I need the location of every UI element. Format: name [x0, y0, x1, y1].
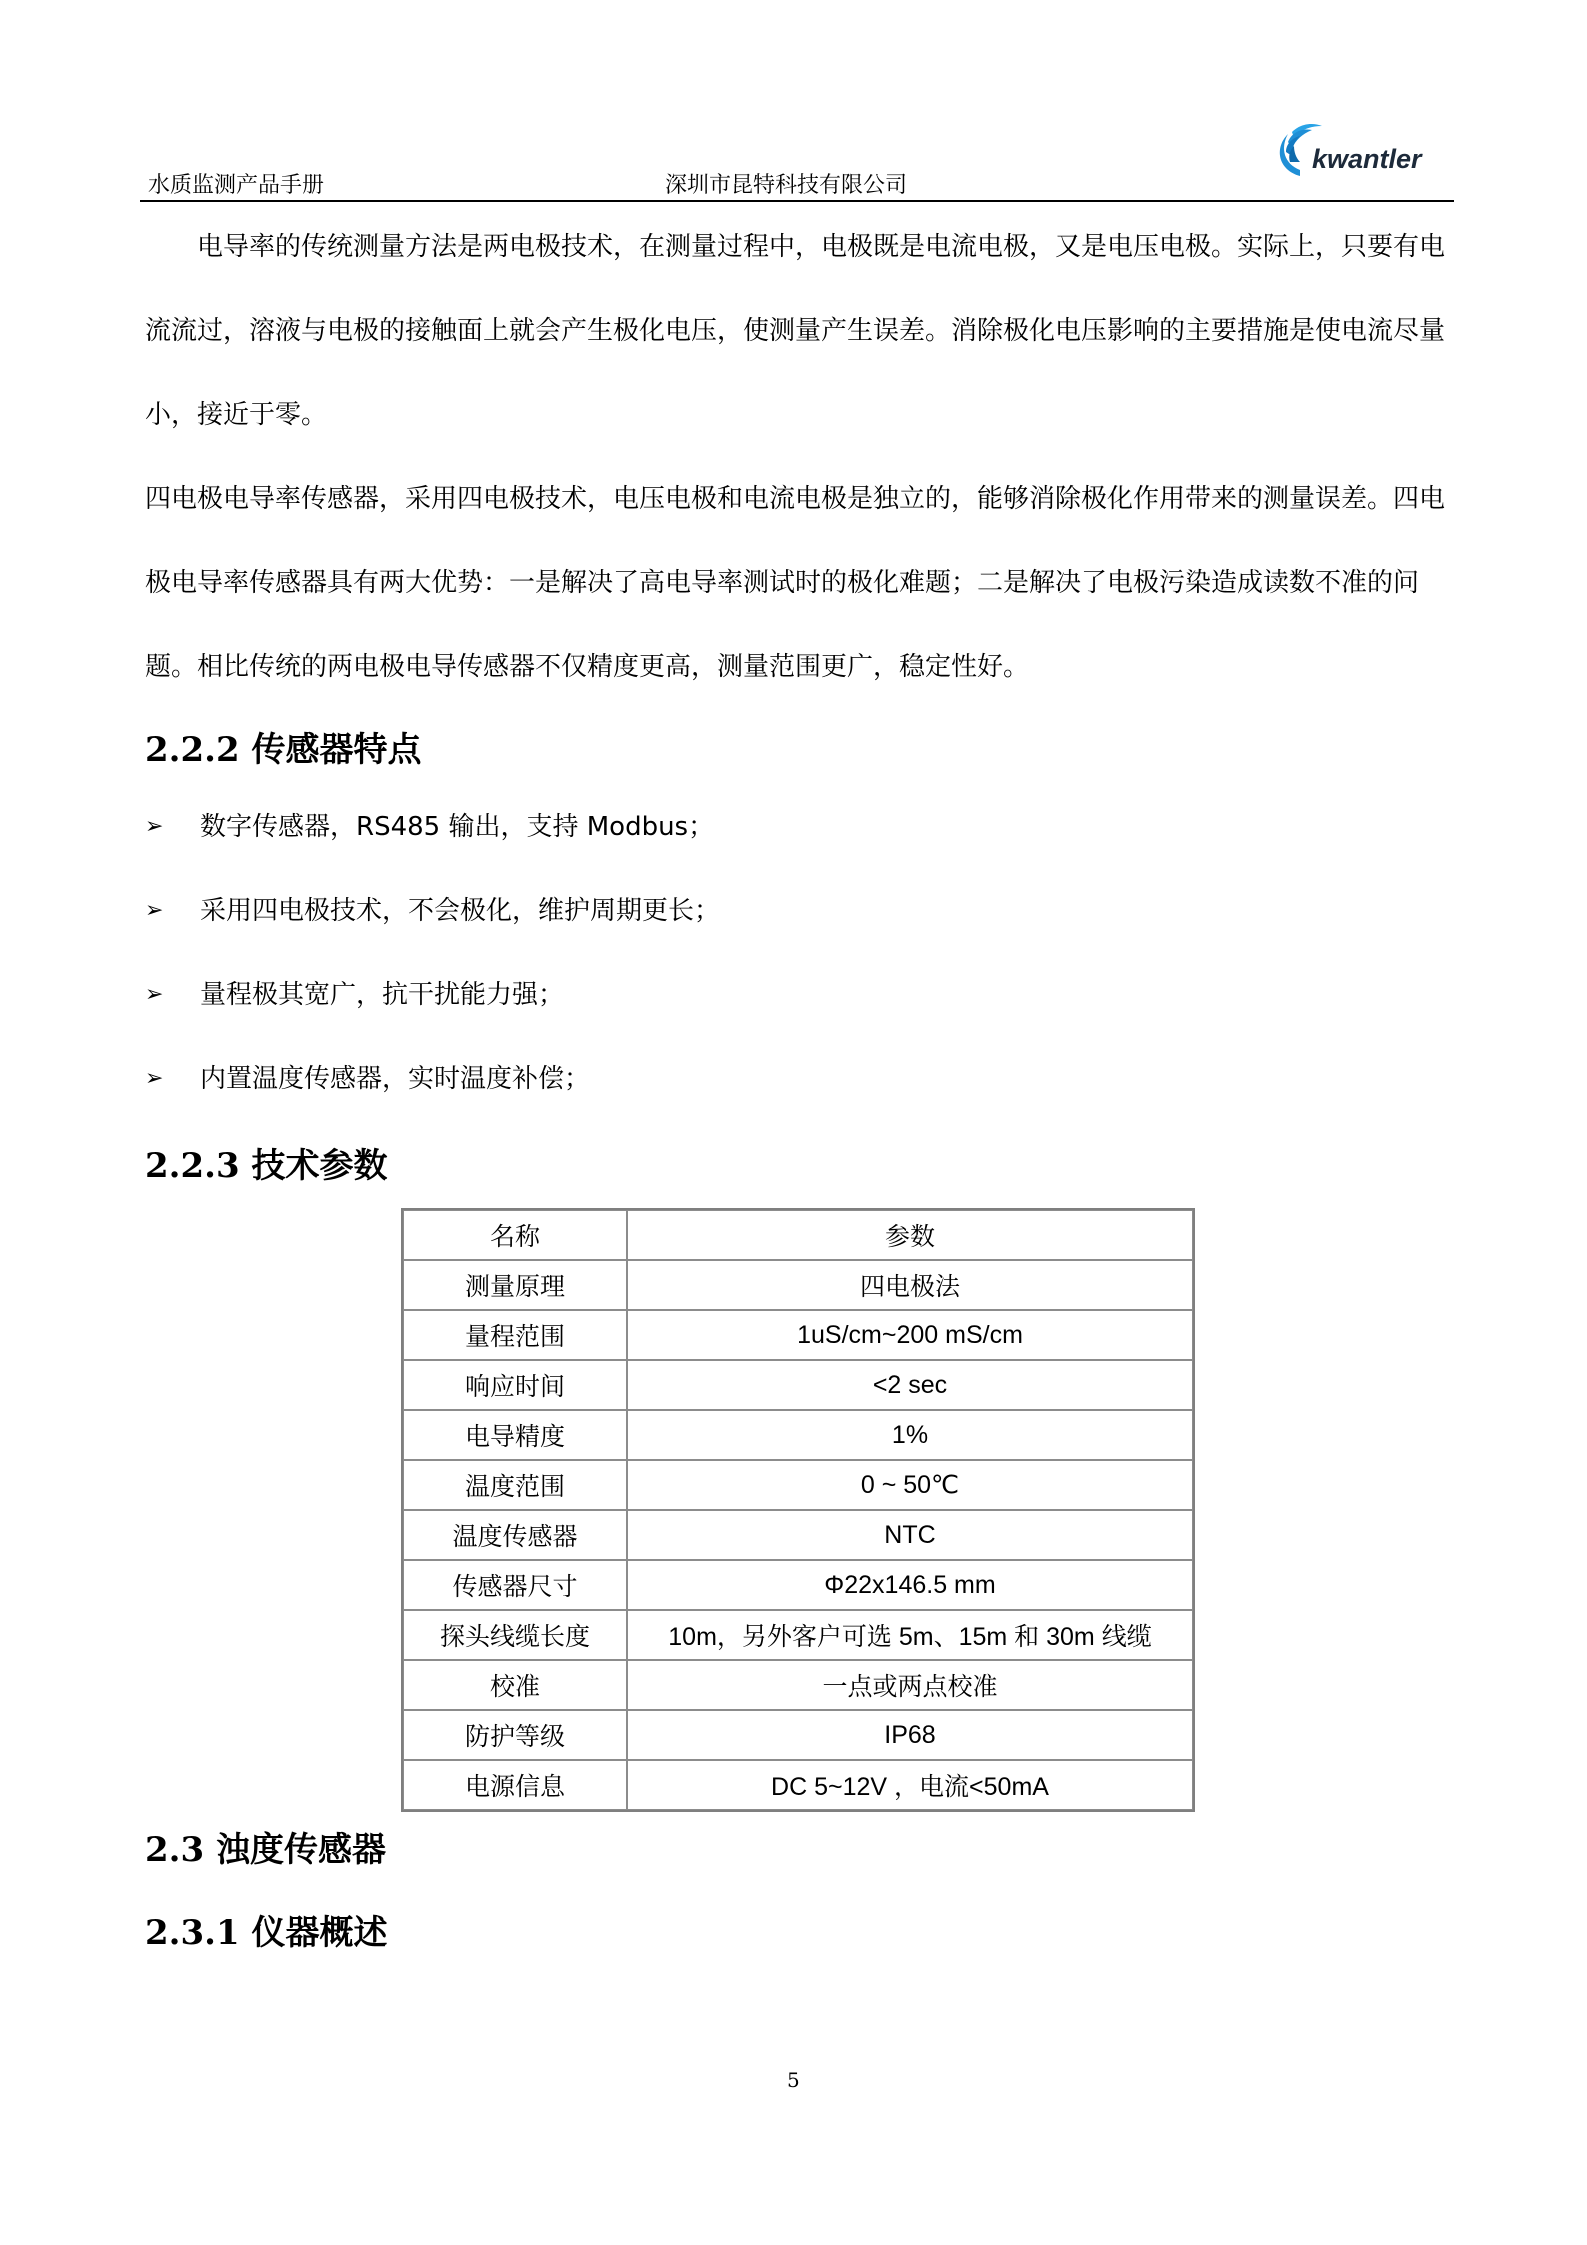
section-heading-turbidity: 2.3 浊度传感器: [145, 1830, 386, 1870]
feature-text: 量程极其宽广，抗干扰能力强；: [200, 980, 565, 1010]
arrow-bullet-icon: ➢: [145, 898, 164, 923]
table-row: [403, 1460, 1193, 1510]
spec-value: DC 5~12V ，电流<50mA: [627, 1760, 1193, 1810]
list-item: [145, 869, 1345, 953]
header-company-name: 深圳市昆特科技有限公司: [665, 173, 908, 198]
feature-text: 内置温度传感器，实时温度补偿；: [200, 1064, 591, 1094]
spec-name: 温度范围: [403, 1460, 627, 1510]
table-row: [403, 1410, 1193, 1460]
spec-name: 探头线缆长度: [403, 1610, 627, 1660]
table-row: [403, 1560, 1193, 1610]
arrow-bullet-icon: ➢: [145, 1066, 164, 1091]
header-manual-title: 水质监测产品手册: [148, 173, 325, 198]
spec-name: 电导精度: [403, 1410, 627, 1460]
intro-paragraph-two-electrode: 电导率的传统测量方法是两电极技术，在测量过程中，电极既是电流电极，又是电压电极。实际上，只要有电流流过，溶液与电极的接触面上就会产生极化电压，使测量产生误差。消除极化电压影响的主要措施是使电流尽量小，接近于零。: [145, 232, 1446, 430]
table-row: [403, 1760, 1193, 1810]
table-row: [403, 1260, 1193, 1310]
spec-name: 量程范围: [403, 1310, 627, 1360]
spec-name: 响应时间: [403, 1360, 627, 1410]
column-header-value: 参数: [627, 1210, 1193, 1260]
spec-value: 10m，另外客户可选 5m、15m 和 30m 线缆: [627, 1610, 1193, 1660]
intro-paragraph-four-electrode: 四电极电导率传感器，采用四电极技术，电压电极和电流电极是独立的，能够消除极化作用带来的测量误差。四电极电导率传感器具有两大优势：一是解决了高电导率测试时的极化难题；二是解决了电极污染造成读数不准的问题。相比传统的两电极电导传感器不仅精度更高，测量范围更广，稳定性好。: [145, 484, 1446, 682]
table-header-row: [403, 1210, 1193, 1260]
list-item: [145, 953, 1345, 1037]
spec-value: 四电极法: [627, 1260, 1193, 1310]
table-row: [403, 1510, 1193, 1560]
spec-value: 0 ~ 50℃: [627, 1460, 1193, 1510]
spec-value: 1%: [627, 1410, 1193, 1460]
page-number: 5: [787, 2068, 800, 2092]
section-heading-features: 2.2.2 传感器特点: [145, 730, 422, 770]
features-list: [145, 785, 1345, 1121]
spec-table: [401, 1208, 1195, 1812]
column-header-name: 名称: [403, 1210, 627, 1260]
spec-name: 校准: [403, 1660, 627, 1710]
feature-text: 采用四电极技术，不会极化，维护周期更长；: [200, 896, 721, 926]
spec-value: <2 sec: [627, 1360, 1193, 1410]
spec-value: IP68: [627, 1710, 1193, 1760]
table-row: [403, 1710, 1193, 1760]
spec-name: 电源信息: [403, 1760, 627, 1810]
arrow-bullet-icon: ➢: [145, 814, 164, 839]
spec-value: Φ22x146.5 mm: [627, 1560, 1193, 1610]
spec-name: 传感器尺寸: [403, 1560, 627, 1610]
table-row: [403, 1660, 1193, 1710]
table-row: [403, 1310, 1193, 1360]
spec-name: 防护等级: [403, 1710, 627, 1760]
section-heading-overview: 2.3.1 仪器概述: [145, 1913, 388, 1953]
spec-name: 温度传感器: [403, 1510, 627, 1560]
kwantler-logo: [1270, 118, 1460, 188]
spec-value: 一点或两点校准: [627, 1660, 1193, 1710]
list-item: [145, 785, 1345, 869]
feature-text: 数字传感器，RS485 输出，支持 Modbus；: [200, 812, 715, 842]
spec-name: 测量原理: [403, 1260, 627, 1310]
spec-value: 1uS/cm~200 mS/cm: [627, 1310, 1193, 1360]
logo-wordmark: kwantler: [1312, 144, 1422, 174]
list-item: [145, 1037, 1345, 1121]
page-header: [140, 118, 1454, 202]
spec-value: NTC: [627, 1510, 1193, 1560]
table-row: [403, 1360, 1193, 1410]
arrow-bullet-icon: ➢: [145, 982, 164, 1007]
section-heading-specs: 2.2.3 技术参数: [145, 1146, 388, 1186]
table-row: [403, 1610, 1193, 1660]
